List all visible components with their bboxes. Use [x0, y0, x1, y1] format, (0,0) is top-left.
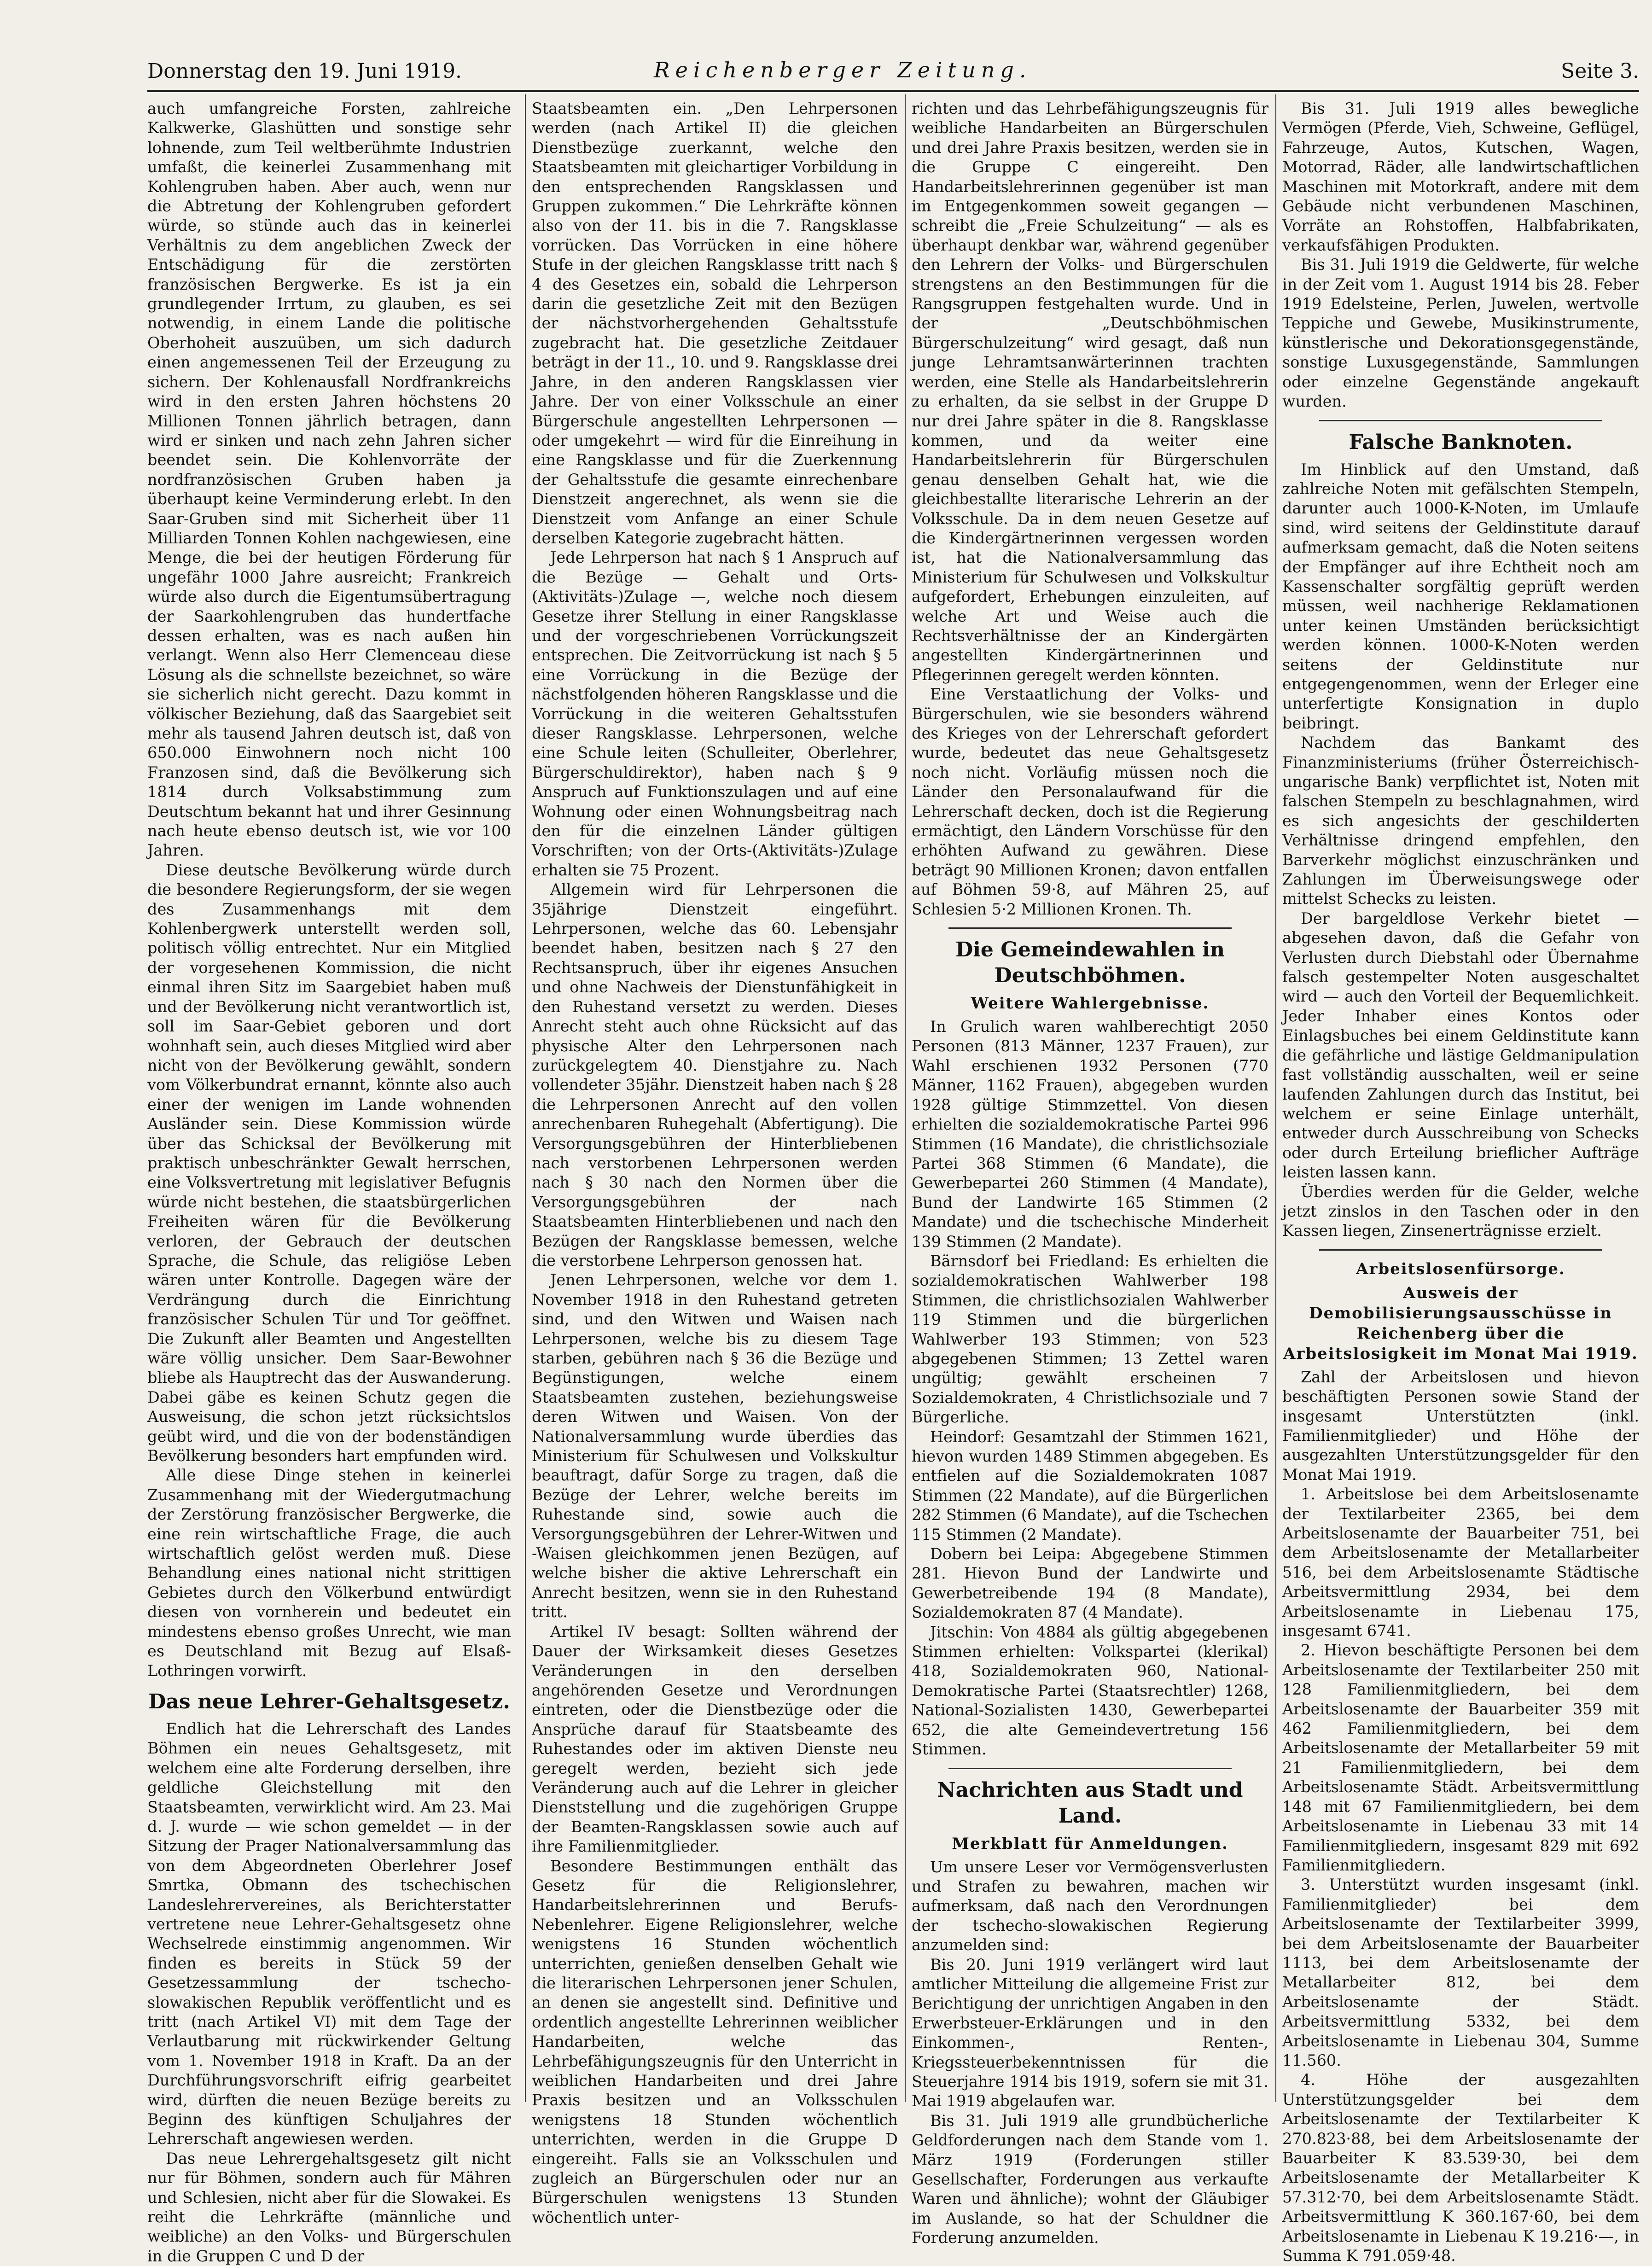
- article-paragraph: Um unsere Leser vor Vermögensverlusten und Strafen zu bewahren, machen wir aufmerksam, daß nach den Verordnungen der tschecho-slowakischen Regierung anzumelden sind:: [912, 1858, 1268, 1954]
- article-paragraph: Artikel IV besagt: Sollten während der Dauer der Wirksamkeit dieses Gesetzes Veränderungen in den derselben angehörenden Gesetze und Verordnungen eintreten, oder die Dienstbezüge oder die Ansprüche darauf für Staatsbeamte des Ruhestandes oder im aktiven Dienste neu geregelt werden, bezieht sich jede Veränderung auch auf die Lehrer in gleicher Dienststellung und die zugehörigen Gruppe der Beamten-Rangsklassen sowie auch auf ihre Familienmitglieder.: [532, 1622, 898, 1856]
- article-paragraph: 4. Höhe der ausgezahlten Unterstützungsgelder bei dem Arbeitslosenamte der Textilarbeiter K 270.823·88, bei dem Arbeitslosenamte der Bauarbeiter K 83.539·30, bei dem Arbeitslosenamte der Metallarbeiter K 57.312·70, bei dem Arbeitslosenamte Städt. Arbeitsvermittlung K 360.167·60, bei dem Arbeitslosenamte in Liebenau K 19.216·—, in Summa K 791.059·48.: [1282, 2071, 1639, 2265]
- article-paragraph: Diese deutsche Bevölkerung würde durch die besondere Regierungsform, der sie wegen des Zusammenhangs mit dem Kohlenbergwerk unterstellt werden soll, politisch völlig entrechtet. Nur ein Mitglied der vorgesehenen Kommission, die nicht einmal ihren Sitz im Saargebiet haben muß und der Bevölkerung nicht verantwortlich ist, soll im Saar-Gebiet geboren und dort wohnhaft sein, auch dieses Mitglied wird aber nicht von der Bevölkerung gewählt, sondern vom Völkerbundrat ernannt, könnte also auch einer der wenigen im Lande wohnenden Ausländer sein. Diese Kommission würde über das Schicksal der Bevölkerung mit praktisch unbeschränkter Gewalt herrschen, eine Volksvertretung mit legislativer Befugnis würde nicht bestehen, die staatsbürgerlichen Freiheiten wären für die Bevölkerung verloren, der Gebrauch der deutschen Sprache, die Schule, das religiöse Leben wären unter Kontrolle. Dagegen wäre der Verdrängung durch die Einrichtung französischer Schulen Tür und Tor geöffnet. Die Zukunft aller Beamten und Angestellten wäre völlig unsicher. Dem Saar-Bewohner bliebe als Hauptrecht das der Auswanderung. Dabei gäbe es keinen Schutz gegen die Ausweisung, die schon jetzt rücksichtslos geübt wird, und die von der bodenständigen Bevölkerung besonders hart empfunden wird.: [147, 861, 511, 1465]
- section-divider: [948, 927, 1232, 929]
- article-paragraph: Staatsbeamten ein. „Den Lehrpersonen werden (nach Artikel II) die gleichen Dienstbezüge zuerkannt, welche den Staatsbeamten mit gleichartiger Vorbildung in den entsprechenden Rangsklassen und Gruppen zukommen.“ Die Lehrkräfte können also von der 11. bis in die 7. Rangsklasse vorrücken. Das Vorrücken in eine höhere Stufe in der gleichen Rangsklasse tritt nach § 4 des Gesetzes ein, sobald die Lehrperson darin die gesetzliche Zeit mit den Bezügen der nächstvorhergehenden Gehaltsstufe zugebracht hat. Die gesetzliche Zeitdauer beträgt in der 11., 10. und 9. Rangsklasse drei Jahre, in den anderen Rangsklassen vier Jahre. Der von einer Volksschule an einer Bürgerschule angestellten Lehrpersonen — oder umgekehrt — wird für die Einreihung in eine Rangsklasse und für die Zuerkennung der Gehaltsstufe die gesamte einrechenbare Dienstzeit angerechnet, als wenn sie die Dienstzeit vom Anfange an einer Schule derselben Kategorie zugebracht hätten.: [532, 99, 898, 547]
- article-paragraph: auch umfangreiche Forsten, zahlreiche Kalkwerke, Glashütten und sonstige sehr lohnende, zum Teil weltberühmte Industrien umfaßt, die keinerlei Zusammenhang mit Kohlengruben haben. Aber auch, wenn nur die Abtretung der Kohlengruben gefordert würde, so stünde auch das in keinerlei Verhältnis zu dem angeblichen Zweck der Entschädigung für die zerstörten französischen Bergwerke. Es ist ja ein grundlegender Irrtum, zu glauben, es sei notwendig, in einem Lande die politische Oberhoheit auszuüben, um sich dadurch einen angemessenen Teil der Erzeugung zu sichern. Der Kohlenausfall Nordfrankreichs wird in den ersten Jahren höchstens 20 Millionen Tonnen jährlich betragen, dann wird er sinken und nach zehn Jahren sicher beendet sein. Die Kohlenvorräte der nordfranzösischen Gruben haben ja überhaupt keine Verminderung erlebt. In den Saar-Gruben sind mit Sicherheit über 11 Milliarden Tonnen Kohlen nachgewiesen, eine Menge, die bei der heutigen Förderung für ungefähr 1000 Jahre ausreicht; Frankreich würde also durch die Eigentumsübertragung der Saarkohlengruben das hundertfache dessen erhalten, was es nach außen hin verlangt. Wenn also Herr Clemenceau diese Lösung als die schnellste bezeichnet, so wäre sie sicherlich nicht gerecht. Dazu kommt in völkischer Beziehung, daß das Saargebiet seit mehr als tausend Jahren deutsch ist, daß von 650.000 Einwohnern noch nicht 100 Franzosen sind, daß die Bevölkerung sich 1814 durch Volksabstimmung zum Deutschtum bekannt hat und ihrer Gesinnung nach heute ebenso deutsch ist, wie vor 100 Jahren.: [147, 99, 511, 860]
- column-3: [912, 99, 1268, 2247]
- article-paragraph: Bis 31. Juli 1919 die Geldwerte, für welche in der Zeit vom 1. August 1914 bis 28. Feber 1919 Edelsteine, Perlen, Juwelen, wertvolle Teppiche und Gewebe, Musikinstrumente, künstlerische und Dekorationsgegenstände, sonstige Luxusgegenstände, Sammlungen oder einzelne Gegenstände angekauft wurden.: [1282, 256, 1639, 411]
- column-1: [147, 99, 511, 2265]
- article-heading: Das neue Lehrer-Gehaltsgesetz.: [148, 1689, 510, 1713]
- article-paragraph: Der bargeldlose Verkehr bietet — abgesehen davon, daß die Gefahr von Verlusten durch Diebstahl oder Übernahme falsch gestempelter Noten ausgeschaltet wird — auch den Vorteil der Bequemlichkeit. Jeder Inhaber eines Kontos oder Einlagsbuches bei einem Geldinstitute kann die gefährliche und lästige Geldmanipulation fast vollständig ausschalten, weil er seine laufenden Zahlungen durch das Institut, bei welchem er seine Einlage unterhält, entweder durch Ausschreibung von Schecks oder durch Erteilung brieflicher Aufträge leisten lassen kann.: [1282, 909, 1639, 1182]
- column-rule: [1275, 94, 1276, 2102]
- article-paragraph: Jenen Lehrpersonen, welche vor dem 1. November 1918 in den Ruhestand getreten sind, und den Witwen und Waisen nach Lehrpersonen, welche bis zu diesem Tage starben, gebühren nach § 36 die Bezüge und Begünstigungen, welche einem Staatsbeamten zustehen, beziehungsweise deren Witwen und Waisen. Von der Nationalversammlung wurde überdies das Ministerium für Schulwesen und Volkskultur beauftragt, dafür Sorge zu tragen, daß die Bezüge der Lehrer, welche bereits im Ruhestande sind, sowie auch die Versorgungsgebühren der Lehrer-Witwen und -Waisen gleichkommen jenen Bezügen, auf welche bisher die aktive Lehrerschaft ein Anrecht besitzen, wenn sie in den Ruhestand tritt.: [532, 1271, 898, 1621]
- article-paragraph: Bis 31. Juli 1919 alle grundbücherliche Geldforderungen nach dem Stande vom 1. März 1919 (Forderungen stiller Gesellschafter, Forderungen aus verkaufte Waren und ähnliche); wohnt der Gläubiger im Auslande, so hat der Schuldner die Forderung anzumelden.: [912, 2111, 1268, 2247]
- article-heading: Nachrichten aus Stadt und Land.: [937, 1778, 1243, 1828]
- section-divider: [948, 1768, 1232, 1769]
- article-paragraph: Zahl der Arbeitslosen und hievon beschäftigten Personen sowie Stand der insgesamt Unterstützten (inkl. Familienmitglieder) und Höhe der ausgezahlten Unterstützungsgelder für den Monat Mai 1919.: [1282, 1368, 1639, 1484]
- article-paragraph: Eine Verstaatlichung der Volks- und Bürgerschulen, wie sie besonders während des Krieges von der Lehrerschaft gefordert wurde, bedeutet das neue Gehaltsgesetz noch nicht. Vorläufig müssen noch die Länder den Personalaufwand für die Lehrerschaft decken, doch ist die Regierung ermächtigt, den Ländern Vorschüsse für den erhöhten Aufwand zu gewähren. Diese beträgt 90 Millionen Kronen; davon entfallen auf Böhmen 59·8, auf Mähren 25, auf Schlesien 5·2 Millionen Kronen. Th.: [912, 685, 1268, 918]
- page-number: Seite 3.: [1561, 59, 1639, 83]
- article-paragraph: Heindorf: Gesamtzahl der Stimmen 1621, hievon wurden 1489 Stimmen abgegeben. Es entfielen auf die Sozialdemokraten 1087 Stimmen (22 Mandate), auf die Bürgerlichen 282 Stimmen (6 Mandate), auf die Tschechen 115 Stimmen (2 Mandate).: [912, 1427, 1268, 1544]
- article-paragraph: 3. Unterstützt wurden insgesamt (inkl. Familienmitglieder) bei dem Arbeitslosenamte der Textilarbeiter 3999, bei dem Arbeitslosenamte der Bauarbeiter 1113, bei dem Arbeitslosenamte der Metallarbeiter 812, bei dem Arbeitslosenamte der Städt. Arbeitsvermittlung 5332, bei dem Arbeitslosenamte in Liebenau 304, Summe 11.560.: [1282, 1876, 1639, 2069]
- header-date: Donnerstag den 19. Juni 1919.: [147, 59, 462, 83]
- page-header: [147, 53, 1639, 92]
- newspaper-title: Reichenberger Zeitung.: [654, 58, 1032, 82]
- article-paragraph: Bis 31. Juli 1919 alles bewegliche Vermögen (Pferde, Vieh, Schweine, Geflügel, Fahrzeuge, Autos, Kutschen, Wagen, Motorrad, Räder, alle landwirtschaftlichen Maschinen mit Motorkraft, andere mit dem Gebäude nicht verbundenen Maschinen, Vorräte an Rohstoffen, Halbfabrikaten, verkaufsfähigen Produkten.: [1282, 99, 1639, 254]
- article-paragraph: Dobern bei Leipa: Abgegebene Stimmen 281. Hievon Bund der Landwirte und Gewerbetreibende 194 (8 Mandate), Sozialdemokraten 87 (4 Mandate).: [912, 1545, 1268, 1622]
- article-subheading: Merkblatt für Anmeldungen.: [952, 1834, 1228, 1853]
- article-paragraph: Allgemein wird für Lehrpersonen die 35jährige Dienstzeit eingeführt. Lehrpersonen, welche das 60. Lebensjahr beendet haben, besitzen nach § 27 den Rechtsanspruch, über ihr eigenes Ansuchen und ohne Nachweis der Dienstunfähigkeit in den Ruhestand versetzt zu werden. Dieses Anrecht steht auch ohne Rücksicht auf das physische Alter den Lehrpersonen nach zurückgelegtem 40. Dienstjahre zu. Nach vollendeter 35jähr. Dienstzeit haben nach § 28 die Lehrpersonen Anrecht auf den vollen anrechenbaren Ruhegehalt (Abfertigung). Die Versorgungsgebühren der Hinterbliebenen nach verstorbenen Lehrpersonen werden nach § 30 nach den Normen über die Versorgungsgebühren der nach Staatsbeamten Hinterbliebenen und nach den Bezügen der Rangsklasse bemessen, welche die verstorbene Lehrperson genossen hat.: [532, 880, 898, 1270]
- article-paragraph: Endlich hat die Lehrerschaft des Landes Böhmen ein neues Gehaltsgesetz, mit welchem eine alte Forderung derselben, ihre geldliche Gleichstellung mit den Staatsbeamten, verwirklicht wird. Am 23. Mai d. J. wurde — wie schon gemeldet — in der Sitzung der Prager Nationalversammlung das von dem Abgeordneten Oberlehrer Josef Smrtka, Obmann des tschechischen Landeslehrervereines, als Berichterstatter vertretene neue Lehrer-Gehaltsgesetz ohne Wechselrede einstimmig angenommen. Wir finden es bereits in Stück 59 der Gesetzessammlung der tschecho-slowakischen Republik veröffentlicht und es tritt (nach Artikel VI) mit dem Tage der Verlautbarung mit rückwirkender Geltung vom 1. November 1918 in Kraft. Da an der Durchführungsvorschrift eifrig gearbeitet wird, dürften die neuen Bezüge bereits zu Beginn des künftigen Schuljahres der Lehrerschaft angewiesen werden.: [147, 1719, 511, 2148]
- article-subheading: Weitere Wahlergebnisse.: [971, 994, 1210, 1013]
- article-paragraph: 1. Arbeitslose bei dem Arbeitslosenamte der Textilarbeiter 2365, bei dem Arbeitslosenamte der Bauarbeiter 751, bei dem Arbeitslosenamte der Metallarbeiter 516, bei dem Arbeitslosenamte Städtische Arbeitsvermittlung 2934, bei dem Arbeitslosenamte in Liebenau 175, insgesamt 6741.: [1282, 1485, 1639, 1640]
- article-paragraph: Jede Lehrperson hat nach § 1 Anspruch auf die Bezüge — Gehalt und Orts-(Aktivitäts-)Zulage —, welche noch diesem Gesetze ihrer Stellung in einer Rangsklasse und der vorgeschriebenen Vorrückungszeit entsprechen. Die Zeitvorrückung ist nach § 5 eine Vorrückung in die Bezüge der nächstfolgenden höheren Rangsklasse und die Vorrückung in die weiteren Gehaltsstufen dieser Rangsklasse. Lehrpersonen, welche eine Schule leiten (Schulleiter, Oberlehrer, Bürgerschuldirektor), haben nach § 9 Anspruch auf Funktionszulagen und auf eine Wohnung oder einen Wohnungsbeitrag nach den für die einzelnen Länder gültigen Vorschriften; von der Orts-(Aktivitäts-)Zulage erhalten sie 75 Prozent.: [532, 548, 898, 879]
- article-heading: Arbeitslosenfürsorge.: [1356, 1259, 1565, 1278]
- article-paragraph: Jitschin: Von 4884 als gültig abgegebenen Stimmen erhielten: Volkspartei (klerikal) 418, Sozialdemokraten 960, National-Demokratische Partei (Staatsrechtler) 1268, National-Sozialisten 1430, Gewerbepartei 652, die alte Gemeindevertretung 156 Stimmen.: [912, 1623, 1268, 1759]
- column-rule: [525, 94, 526, 2102]
- article-paragraph: In Grulich waren wahlberechtigt 2050 Personen (813 Männer, 1237 Frauen), zur Wahl erschienen 1932 Personen (770 Männer, 1162 Frauen), abgegeben wurden 1928 gültige Stimmzettel. Von diesen erhielten die sozialdemokratische Partei 996 Stimmen (16 Mandate), die christlichsoziale Partei 368 Stimmen (6 Mandate), die Gewerbepartei 260 Stimmen (4 Mandate), Bund der Landwirte 165 Stimmen (2 Mandate) und die tschechische Minderheit 139 Stimmen (2 Mandate).: [912, 1018, 1268, 1251]
- article-paragraph: Das neue Lehrergehaltsgesetz gilt nicht nur für Böhmen, sondern auch für Mähren und Schlesien, nicht aber für die Slowakei. Es reiht die Lehrkräfte (männliche und weibliche) an den Volks- und Bürgerschulen in die Gruppen C und D der: [147, 2149, 511, 2265]
- article-paragraph: Bärnsdorf bei Friedland: Es erhielten die sozialdemokratischen Wahlwerber 198 Stimmen, die christlichsozialen Wahlwerber 119 Stimmen und die bürgerlichen Wahlwerber 193 Stimmen; von 523 abgegebenen Stimmen; 13 Zettel waren ungültig; gewählt erscheinen 7 Sozialdemokraten, 4 Christlichsoziale und 7 Bürgerliche.: [912, 1252, 1268, 1427]
- article-paragraph: Bis 20. Juni 1919 verlängert wird laut amtlicher Mitteilung die allgemeine Frist zur Berichtigung der unrichtigen Angaben in den Erwerbsteuer-Erklärungen und in den Einkommen-, Renten-, Kriegssteuerbekenntnissen für die Steuerjahre 1914 bis 1919, sofern sie mit 31. Mai 1919 abgelaufen war.: [912, 1955, 1268, 2110]
- article-heading: Die Gemeindewahlen in Deutschböhmen.: [955, 938, 1225, 988]
- article-paragraph: Im Hinblick auf den Umstand, daß zahlreiche Noten mit gefälschten Stempeln, darunter auch 1000-K-Noten, im Umlaufe sind, wird seitens der Geldinstitute darauf aufmerksam gemacht, daß die Noten seitens der Empfänger auf ihre Echtheit noch am Kassenschalter sorgfältig geprüft werden müssen, weil nachherige Reklamationen unter keinen Umständen berücksichtigt werden können. 1000-K-Noten werden seitens der Geldinstitute nur entgegengenommen, wenn der Erleger eine unterfertigte Konsignation in duplo beibringt.: [1282, 460, 1639, 732]
- article-paragraph: 2. Hievon beschäftigte Personen bei dem Arbeitslosenamte der Textilarbeiter 250 mit 128 Familienmitgliedern, bei dem Arbeitslosenamte der Bauarbeiter 359 mit 462 Familienmitgliedern, bei dem Arbeitslosenamte der Metallarbeiter 59 mit 21 Familienmitgliedern, bei dem Arbeitslosenamte Städt. Arbeitsvermittlung 148 mit 67 Familienmitgliedern, bei dem Arbeitslosenamte in Liebenau 33 mit 14 Familienmitgliedern, insgesamt 829 mit 692 Familienmitgliedern.: [1282, 1641, 1639, 1874]
- article-paragraph: Besondere Bestimmungen enthält das Gesetz für die Religionslehrer, Handarbeitslehrerinnen und Berufs-Nebenlehrer. Eigene Religionslehrer, welche wenigstens 16 Stunden wöchentlich unterrichten, genießen denselben Gehalt wie die literarischen Lehrpersonen jener Schulen, an denen sie angestellt sind. Definitive und ordentlich angestellte Lehrerinnen weiblicher Handarbeiten, welche das Lehrbefähigungszeugnis für den Unterricht in weiblichen Handarbeiten und drei Jahre Praxis besitzen und an Volksschulen wenigstens 18 Stunden wöchentlich unterrichten, werden in die Gruppe D eingereiht. Falls sie an Volksschulen und zugleich an Bürgerschulen oder nur an Bürgerschulen wenigstens 13 Stunden wöchentlich unter-: [532, 1857, 898, 2226]
- column-4: [1282, 99, 1639, 2265]
- column-2: [532, 99, 898, 2226]
- article-paragraph: Überdies werden für die Gelder, welche jetzt zinslos in den Taschen oder in den Kassen liegen, Zinsenerträgnisse erzielt.: [1282, 1183, 1639, 1240]
- article-subheading: Ausweis der Demobilisierungsausschüsse in Reichenberg über die Arbeitslosigkeit im Monat Mai 1919.: [1283, 1283, 1638, 1363]
- column-rule: [905, 94, 906, 2102]
- section-divider: [1319, 420, 1602, 421]
- article-heading: Falsche Banknoten.: [1349, 430, 1573, 454]
- article-paragraph: Nachdem das Bankamt des Finanzministeriums (früher Österreichisch-ungarische Bank) verpflichtet ist, Noten mit falschen Stempeln zu beschlagnahmen, wird es sich angesichts der geschilderten Verhältnisse dringend empfehlen, den Barverkehr möglichst einzuschränken und Zahlungen im Überweisungswege oder mittelst Schecks zu leisten.: [1282, 734, 1639, 908]
- article-paragraph: richten und das Lehrbefähigungszeugnis für weibliche Handarbeiten an Bürgerschulen und drei Jahre Praxis besitzen, werden sie in die Gruppe C eingereiht. Den Handarbeitslehrerinnen gegenüber ist man im Entgegenkommen soweit gegangen — schreibt die „Freie Schulzeitung“ — als es überhaupt denkbar war, während gegenüber den Lehrern der Volks- und Bürgerschulen strengstens an den Bestimmungen für die Rangsgruppen festgehalten wurde. Und in der „Deutschböhmischen Bürgerschulzeitung“ wird gesagt, daß nun junge Lehramtsanwärterinnen trachten werden, eine Stelle als Handarbeitslehrerin zu erhalten, da sie selbst in der Gruppe D nur drei Jahre später in die 8. Rangsklasse kommen, und da weiter eine Handarbeitslehrerin für Bürgerschulen genau denselben Gehalt hat, wie die gleichbestallte literarische Lehrerin an der Volksschule. Da in dem neuen Gesetze auf die Kindergärtnerinnen vergessen worden ist, hat die Nationalversammlung das Ministerium für Schulwesen und Volkskultur aufgefordert, Erhebungen einzuleiten, auf welche Art und Weise auch die Rechtsverhältnisse der an Kindergärten angestellten Kindergärtnerinnen und Pflegerinnen geregelt werden könnten.: [912, 99, 1268, 684]
- article-paragraph: Alle diese Dinge stehen in keinerlei Zusammenhang mit der Wiedergutmachung der Zerstörung französischer Bergwerke, die eine rein wirtschaftliche Frage, die auch wirtschaftlich gelöst werden muß. Diese Behandlung eines national nicht strittigen Gebietes durch den Völkerbund entwürdigt diesen von vornherein und bedeutet ein mindestens ebenso großes Unrecht, wie man es Deutschland mit Bezug auf Elsaß-Lothringen vorwirft.: [147, 1466, 511, 1680]
- section-divider: [1319, 1249, 1602, 1251]
